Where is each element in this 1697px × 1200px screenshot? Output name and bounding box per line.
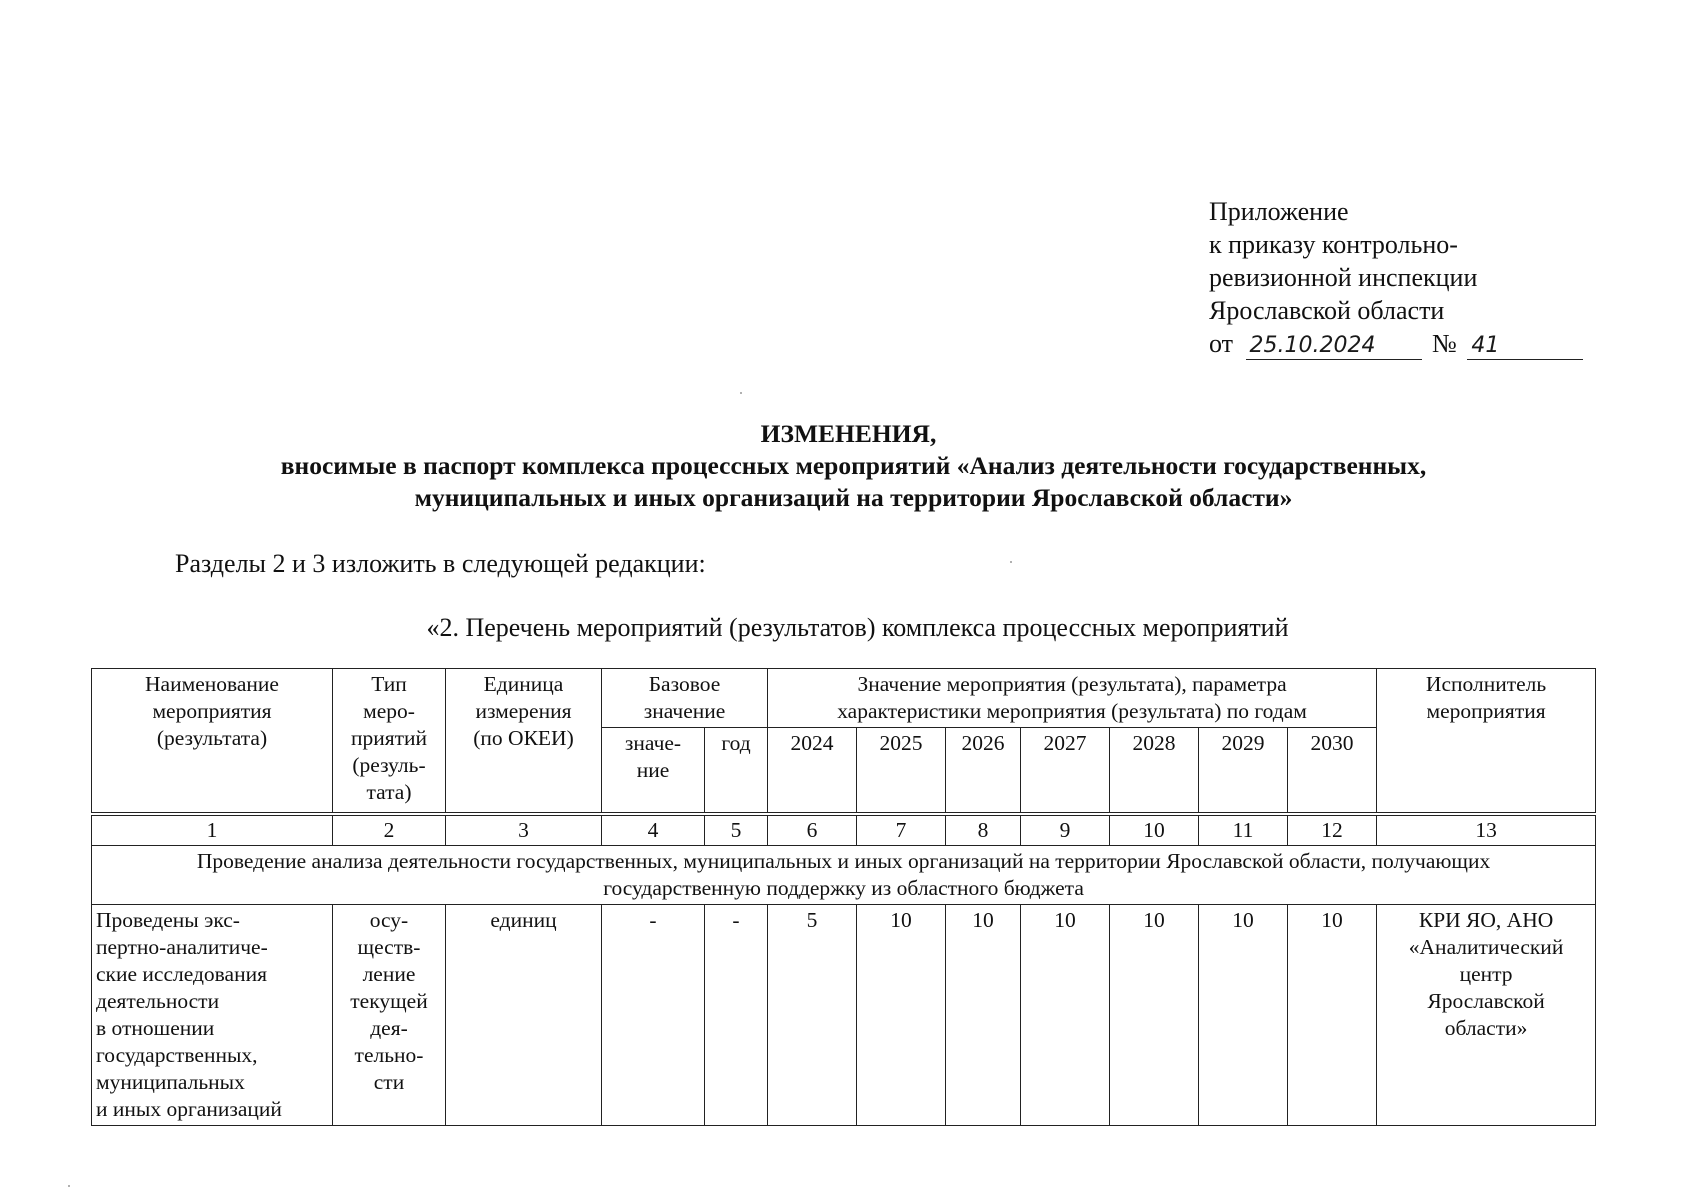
row-value-2025: 10: [857, 905, 946, 1126]
intro-text: Разделы 2 и 3 изложить в следующей редакции:: [175, 549, 706, 578]
column-number-row: [92, 814, 1596, 846]
column-number: 3: [446, 814, 602, 846]
scan-speck: [740, 392, 742, 394]
row-base-year: -: [705, 905, 768, 1126]
header-year: 2030: [1288, 728, 1377, 815]
row-executor: КРИ ЯО, АНО «Аналитический центр Ярославской области»: [1377, 905, 1596, 1126]
column-number: 13: [1377, 814, 1596, 846]
row-base-value: -: [602, 905, 705, 1126]
header-values-by-year: Значение мероприятия (результата), параметра характеристики мероприятия (результата) по годам: [768, 669, 1377, 728]
column-number: 7: [857, 814, 946, 846]
header-base: Базовое значение: [602, 669, 768, 728]
group-title-row: [92, 846, 1596, 905]
appendix-date-number-line: [1209, 327, 1583, 360]
handwritten-number: 41: [1467, 333, 1583, 360]
header-year: 2025: [857, 728, 946, 815]
header-year: 2028: [1110, 728, 1199, 815]
header-unit: Единица измерения (по ОКЕИ): [446, 669, 602, 815]
row-value-2030: 10: [1288, 905, 1377, 1126]
column-number: 8: [946, 814, 1021, 846]
scan-speck: [1010, 561, 1012, 563]
column-number: 4: [602, 814, 705, 846]
header-row-1: [92, 669, 1596, 728]
table-row: [92, 905, 1596, 1126]
appendix-order-line: к приказу контрольно-: [1209, 230, 1458, 259]
header-year: 2027: [1021, 728, 1110, 815]
row-name: Проведены экс- пертно-аналитиче- ские исследования деятельности в отношении государственных, муниципальных и иных организаций: [92, 905, 333, 1126]
column-number: 9: [1021, 814, 1110, 846]
column-number: 10: [1110, 814, 1199, 846]
column-number: 1: [92, 814, 333, 846]
column-number: 6: [768, 814, 857, 846]
row-value-2029: 10: [1199, 905, 1288, 1126]
row-value-2028: 10: [1110, 905, 1199, 1126]
column-number: 12: [1288, 814, 1377, 846]
row-value-2026: 10: [946, 905, 1021, 1126]
title-line-2: вносимые в паспорт комплекса процессных мероприятий «Анализ деятельности государственных,: [280, 451, 1427, 480]
header-name: Наименование мероприятия (результата): [92, 669, 333, 815]
appendix-label: Приложение: [1209, 197, 1349, 226]
column-number: 5: [705, 814, 768, 846]
number-prefix: №: [1432, 329, 1457, 358]
appendix-region-line: Ярославской области: [1209, 296, 1445, 325]
header-base-year: год: [705, 728, 768, 815]
column-number: 2: [333, 814, 446, 846]
header-base-value: значе- ние: [602, 728, 705, 815]
section-title: «2. Перечень мероприятий (результатов) комплекса процессных мероприятий: [426, 613, 1289, 642]
header-executor: Исполнитель мероприятия: [1377, 669, 1596, 815]
date-prefix: от: [1209, 329, 1234, 358]
column-number: 11: [1199, 814, 1288, 846]
row-type: осу- ществ- ление текущей дея- тельно- сти: [333, 905, 446, 1126]
header-year: 2024: [768, 728, 857, 815]
group-title: Проведение анализа деятельности государственных, муниципальных и иных организаций на территории Ярославской области, получающих государственную поддержку из областного бюджета: [92, 846, 1596, 905]
document-title: [0, 418, 1697, 514]
handwritten-date: 25.10.2024: [1246, 333, 1422, 360]
title-heading: ИЗМЕНЕНИЯ,: [760, 419, 937, 448]
header-year: 2029: [1199, 728, 1288, 815]
row-value-2027: 10: [1021, 905, 1110, 1126]
header-type: Тип меро- приятий (резуль- тата): [333, 669, 446, 815]
scan-speck: [68, 1185, 70, 1187]
row-unit: единиц: [446, 905, 602, 1126]
appendix-inspection-line: ревизионной инспекции: [1209, 263, 1478, 292]
appendix-block: [1209, 195, 1583, 360]
title-line-3: муниципальных и иных организаций на территории Ярославской области»: [414, 483, 1293, 512]
row-value-2024: 5: [768, 905, 857, 1126]
header-year: 2026: [946, 728, 1021, 815]
measures-table: [91, 668, 1596, 1126]
